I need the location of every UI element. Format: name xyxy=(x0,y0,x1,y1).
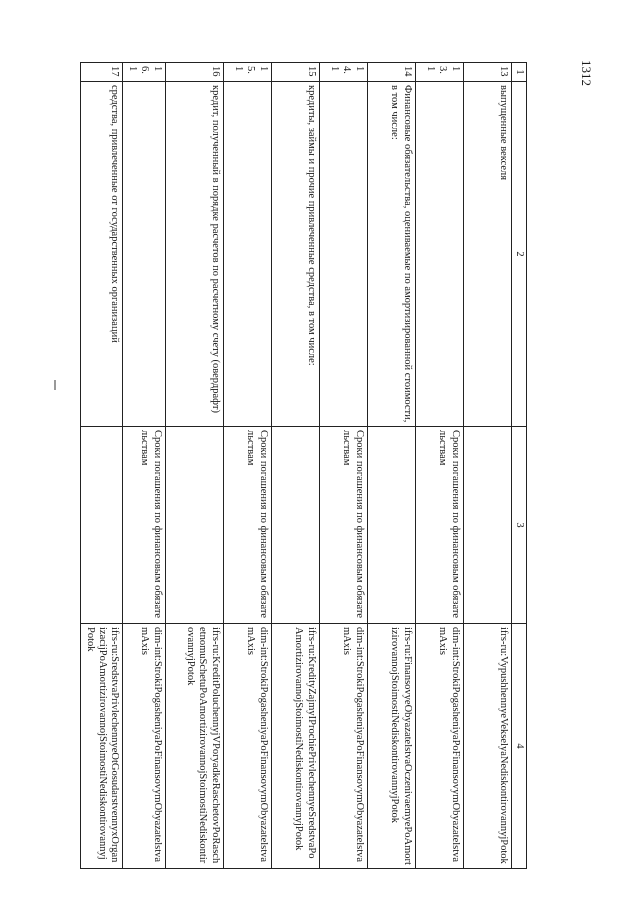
header-cell-1: 1 xyxy=(511,63,526,82)
row-axis: Сроки погашения по финансовым обязательствам xyxy=(123,427,165,624)
table-row xyxy=(463,63,511,869)
row-name: кредит, полученный в порядке расчетов по расчетному счету (овердрафт) xyxy=(165,82,223,427)
page-number: 1312 xyxy=(579,60,594,86)
row-axis xyxy=(165,427,223,624)
row-element: ifrs-ru:KredityZajmyIProchiePrivlechennyeSredstvaPoAmortizirovannojStoimostiNediskontirovannyjPotok xyxy=(271,624,319,869)
row-axis xyxy=(367,427,415,624)
table-container xyxy=(84,62,527,868)
row-axis xyxy=(81,427,123,624)
row-name: Финансовые обязательства, оцениваемые по амортизированной стоимости, в том числе: xyxy=(367,82,415,427)
row-number: 16 xyxy=(165,63,223,82)
row-axis xyxy=(463,427,511,624)
row-element: ifrs-ru:FinansovyeObyazatelstvaOczenivaemyePoAmortizirovannojStoimostiNediskontirovannyjPotok xyxy=(367,624,415,869)
header-cell-3: 3 xyxy=(511,427,526,624)
scan-mark xyxy=(54,380,56,390)
table-row xyxy=(81,63,123,869)
rotated-table xyxy=(84,62,527,868)
row-name xyxy=(319,82,367,427)
row-element: dim-int:StrokiPogasheniyaPoFinansovymObyazatelstvamAxis xyxy=(123,624,165,869)
table-row xyxy=(367,63,415,869)
row-number: 13.1 xyxy=(415,63,463,82)
row-number: 13 xyxy=(463,63,511,82)
row-element: ifrs-ru:KreditPoluchennyjVPoryadkeRaschetovPoRaschetnomuSchetuPoAmortizirovannojStoimostiNediskontirovannyjPotok xyxy=(165,624,223,869)
table-row xyxy=(223,63,271,869)
table-row xyxy=(165,63,223,869)
row-number: 14.1 xyxy=(319,63,367,82)
header-row xyxy=(511,63,526,869)
row-axis: Сроки погашения по финансовым обязательствам xyxy=(319,427,367,624)
row-element: ifrs-ru:SredstvaPrivlechennyeOtGosudarstvennyxOrganizacijPoAmortizirovannojStoimostiNediskontirovannyjPotok xyxy=(81,624,123,869)
table-row xyxy=(415,63,463,869)
row-name xyxy=(223,82,271,427)
row-element: dim-int:StrokiPogasheniyaPoFinansovymObyazatelstvamAxis xyxy=(319,624,367,869)
row-axis: Сроки погашения по финансовым обязательствам xyxy=(223,427,271,624)
row-number: 16.1 xyxy=(123,63,165,82)
taxonomy-table xyxy=(80,62,527,869)
row-name xyxy=(415,82,463,427)
row-name: выпущенные векселя xyxy=(463,82,511,427)
row-number: 15.1 xyxy=(223,63,271,82)
row-number: 17 xyxy=(81,63,123,82)
row-axis xyxy=(271,427,319,624)
row-element: dim-int:StrokiPogasheniyaPoFinansovymObyazatelstvamAxis xyxy=(223,624,271,869)
row-element: ifrs-ru:VypushhennyeVekselyaNediskontirovannyjPotok xyxy=(463,624,511,869)
header-cell-4: 4 xyxy=(511,624,526,869)
row-name: кредиты, займы и прочие привлеченные средства, в том числе: xyxy=(271,82,319,427)
row-name: средства, привлеченные от государственных организаций xyxy=(81,82,123,427)
table-row xyxy=(123,63,165,869)
row-name xyxy=(123,82,165,427)
row-element: dim-int:StrokiPogasheniyaPoFinansovymObyazatelstvamAxis xyxy=(415,624,463,869)
row-number: 14 xyxy=(367,63,415,82)
table-row xyxy=(271,63,319,869)
table-row xyxy=(319,63,367,869)
header-cell-2: 2 xyxy=(511,82,526,427)
row-axis: Сроки погашения по финансовым обязательствам xyxy=(415,427,463,624)
row-number: 15 xyxy=(271,63,319,82)
